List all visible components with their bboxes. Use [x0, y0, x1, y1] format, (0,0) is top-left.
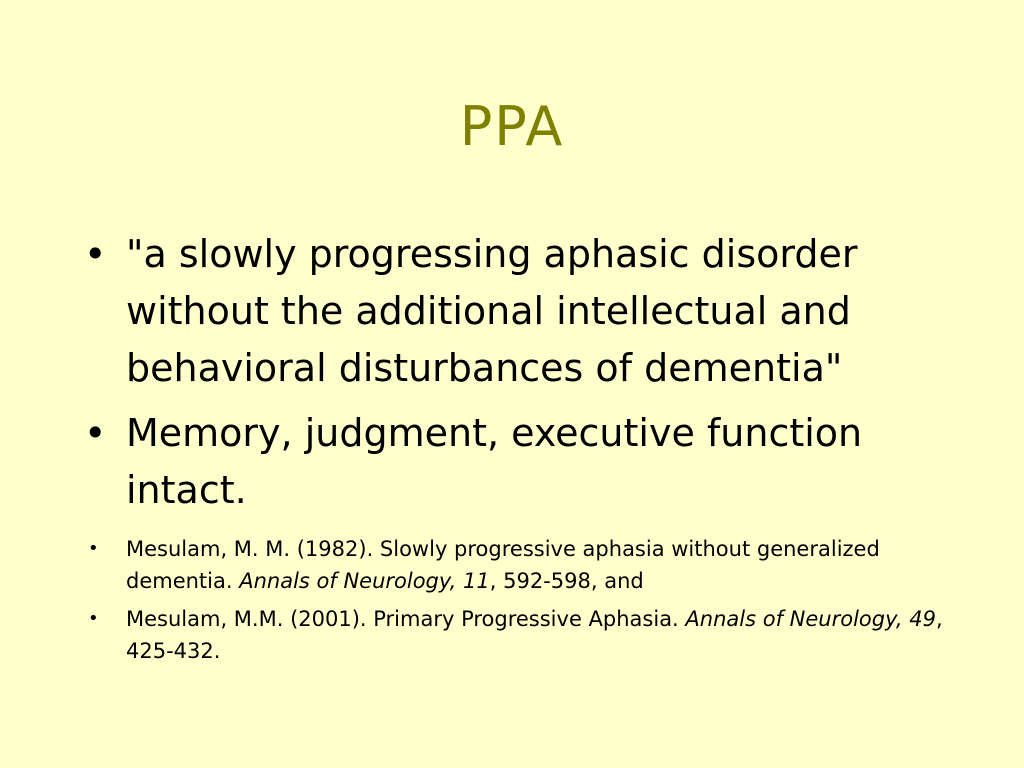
bullet-text: "a slowly progressing aphasic disorder without the additional intellectual and behavioral disturbances of dementia" [126, 232, 858, 390]
bullet-glyph: • [84, 232, 107, 276]
reference-text [126, 603, 964, 667]
bullet-glyph: • [84, 411, 107, 455]
reference-item [84, 603, 964, 667]
bullet-glyph: • [88, 608, 99, 629]
reference-journal: Annals of Neurology, 11 [239, 569, 490, 593]
reference-tail: , 592-598, and [489, 569, 644, 593]
reference-lead: Mesulam, M.M. (2001). Primary Progressive Aphasia. [126, 607, 686, 631]
bullet-item [84, 405, 964, 519]
bullet-glyph: • [88, 538, 99, 559]
bullet-list [84, 226, 964, 673]
reference-text [126, 533, 964, 597]
reference-item [84, 533, 964, 597]
bullet-text: Memory, judgment, executive function intact. [126, 411, 863, 512]
slide-title: PPA [459, 95, 565, 158]
bullet-item [84, 226, 964, 397]
reference-journal: Annals of Neurology, 49 [685, 607, 936, 631]
reference-lead: Mesulam, M. M. (1982). Slowly progressive aphasia without generalized dementia. [126, 537, 880, 593]
reference-tail: , 425-432. [126, 607, 943, 663]
